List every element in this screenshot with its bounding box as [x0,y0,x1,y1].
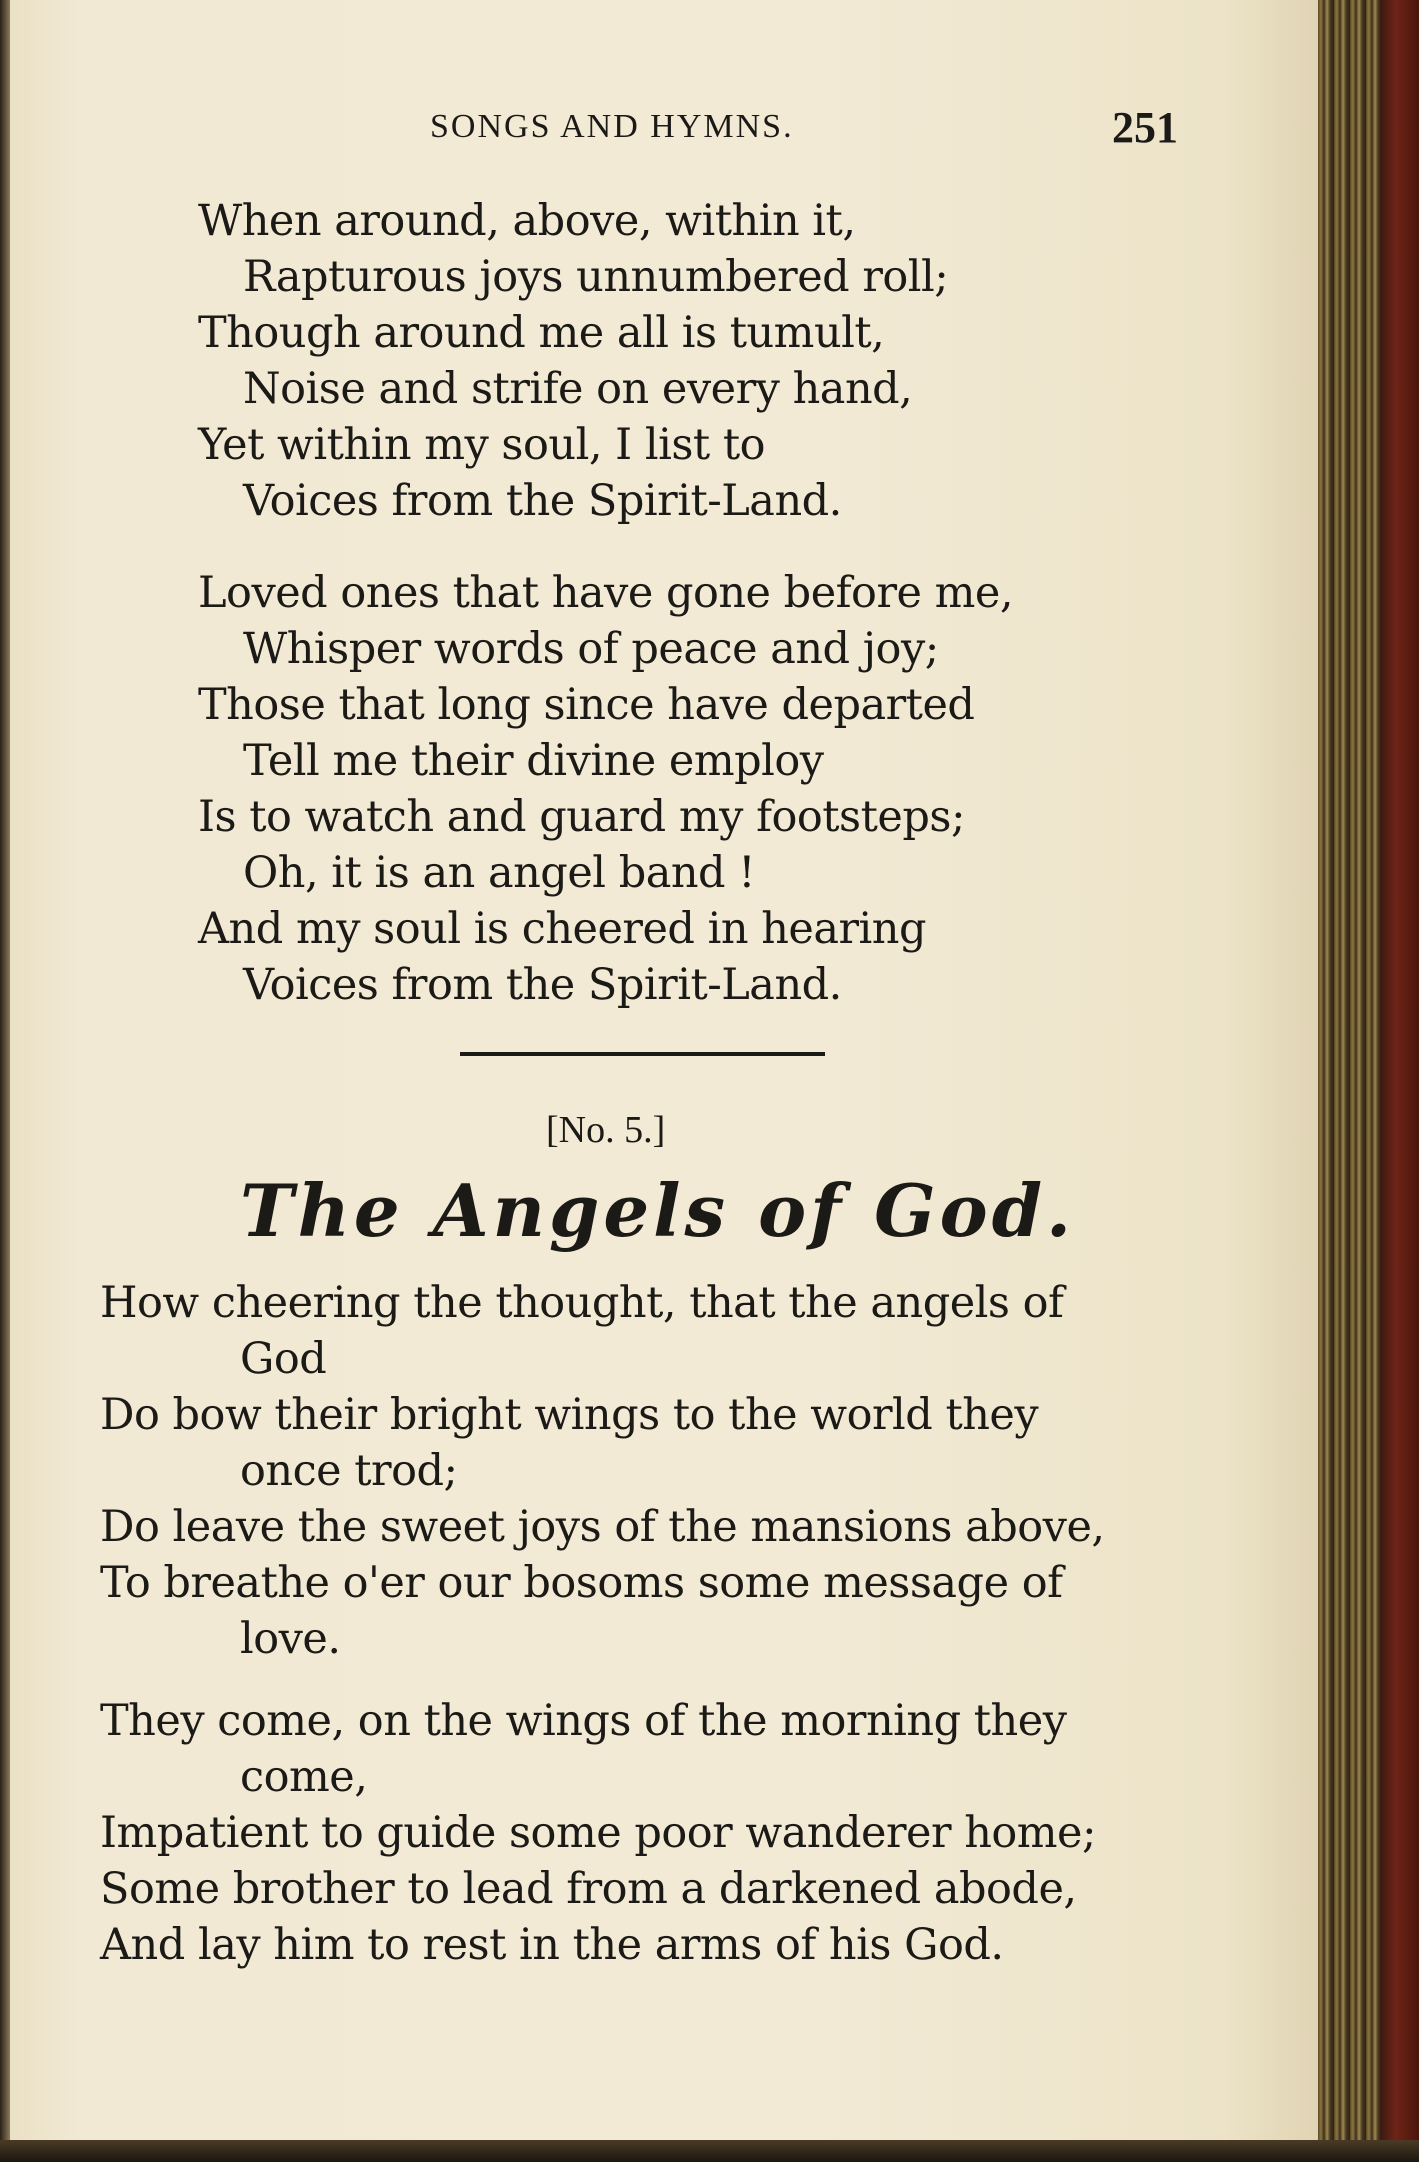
verse-line: Yet within my soul, I list to [198,420,766,470]
verse-line: To breathe o'er our bosoms some message of [100,1558,1063,1608]
verse-line: And lay him to rest in the arms of his God. [100,1920,1004,1970]
verse-line: When around, above, within it, [198,196,856,246]
hymn-title: The Angels of God. [240,1168,1076,1253]
verse-line: They come, on the wings of the morning they [100,1696,1067,1746]
section-divider [460,1052,825,1056]
verse-line: Voices from the Spirit-Land. [243,960,842,1010]
page-bottom-edge [0,2140,1419,2162]
book-cover-edge [1380,0,1419,2162]
verse-line: once trod; [240,1446,458,1496]
verse-line: come, [240,1752,368,1802]
verse-line: Do bow their bright wings to the world they [100,1390,1039,1440]
verse-line: Some brother to lead from a darkened abode, [100,1864,1077,1914]
verse-line: love. [240,1614,341,1664]
verse-line: Voices from the Spirit-Land. [243,476,842,526]
verse-line: Impatient to guide some poor wanderer home; [100,1808,1096,1858]
verse-line: Is to watch and guard my footsteps; [198,792,965,842]
verse-line: Whisper words of peace and joy; [243,624,939,674]
verse-line: Tell me their divine employ [243,736,824,786]
verse-line: Oh, it is an angel band ! [243,848,756,898]
page-left-edge [0,0,10,2162]
verse-line: Loved ones that have gone before me, [198,568,1013,618]
verse-line: Though around me all is tumult, [198,308,885,358]
page-number: 251 [1112,103,1178,152]
verse-line: Noise and strife on every hand, [243,364,913,414]
running-head: SONGS AND HYMNS. [430,108,794,145]
verse-line: And my soul is cheered in hearing [198,904,927,954]
verse-line: God [240,1334,327,1384]
verse-line: How cheering the thought, that the angels of [100,1278,1064,1328]
verse-line: Those that long since have departed [198,680,975,730]
verse-line: Rapturous joys unnumbered roll; [243,252,949,302]
verse-line: Do leave the sweet joys of the mansions above, [100,1502,1105,1552]
hymn-number: [No. 5.] [546,1109,666,1151]
